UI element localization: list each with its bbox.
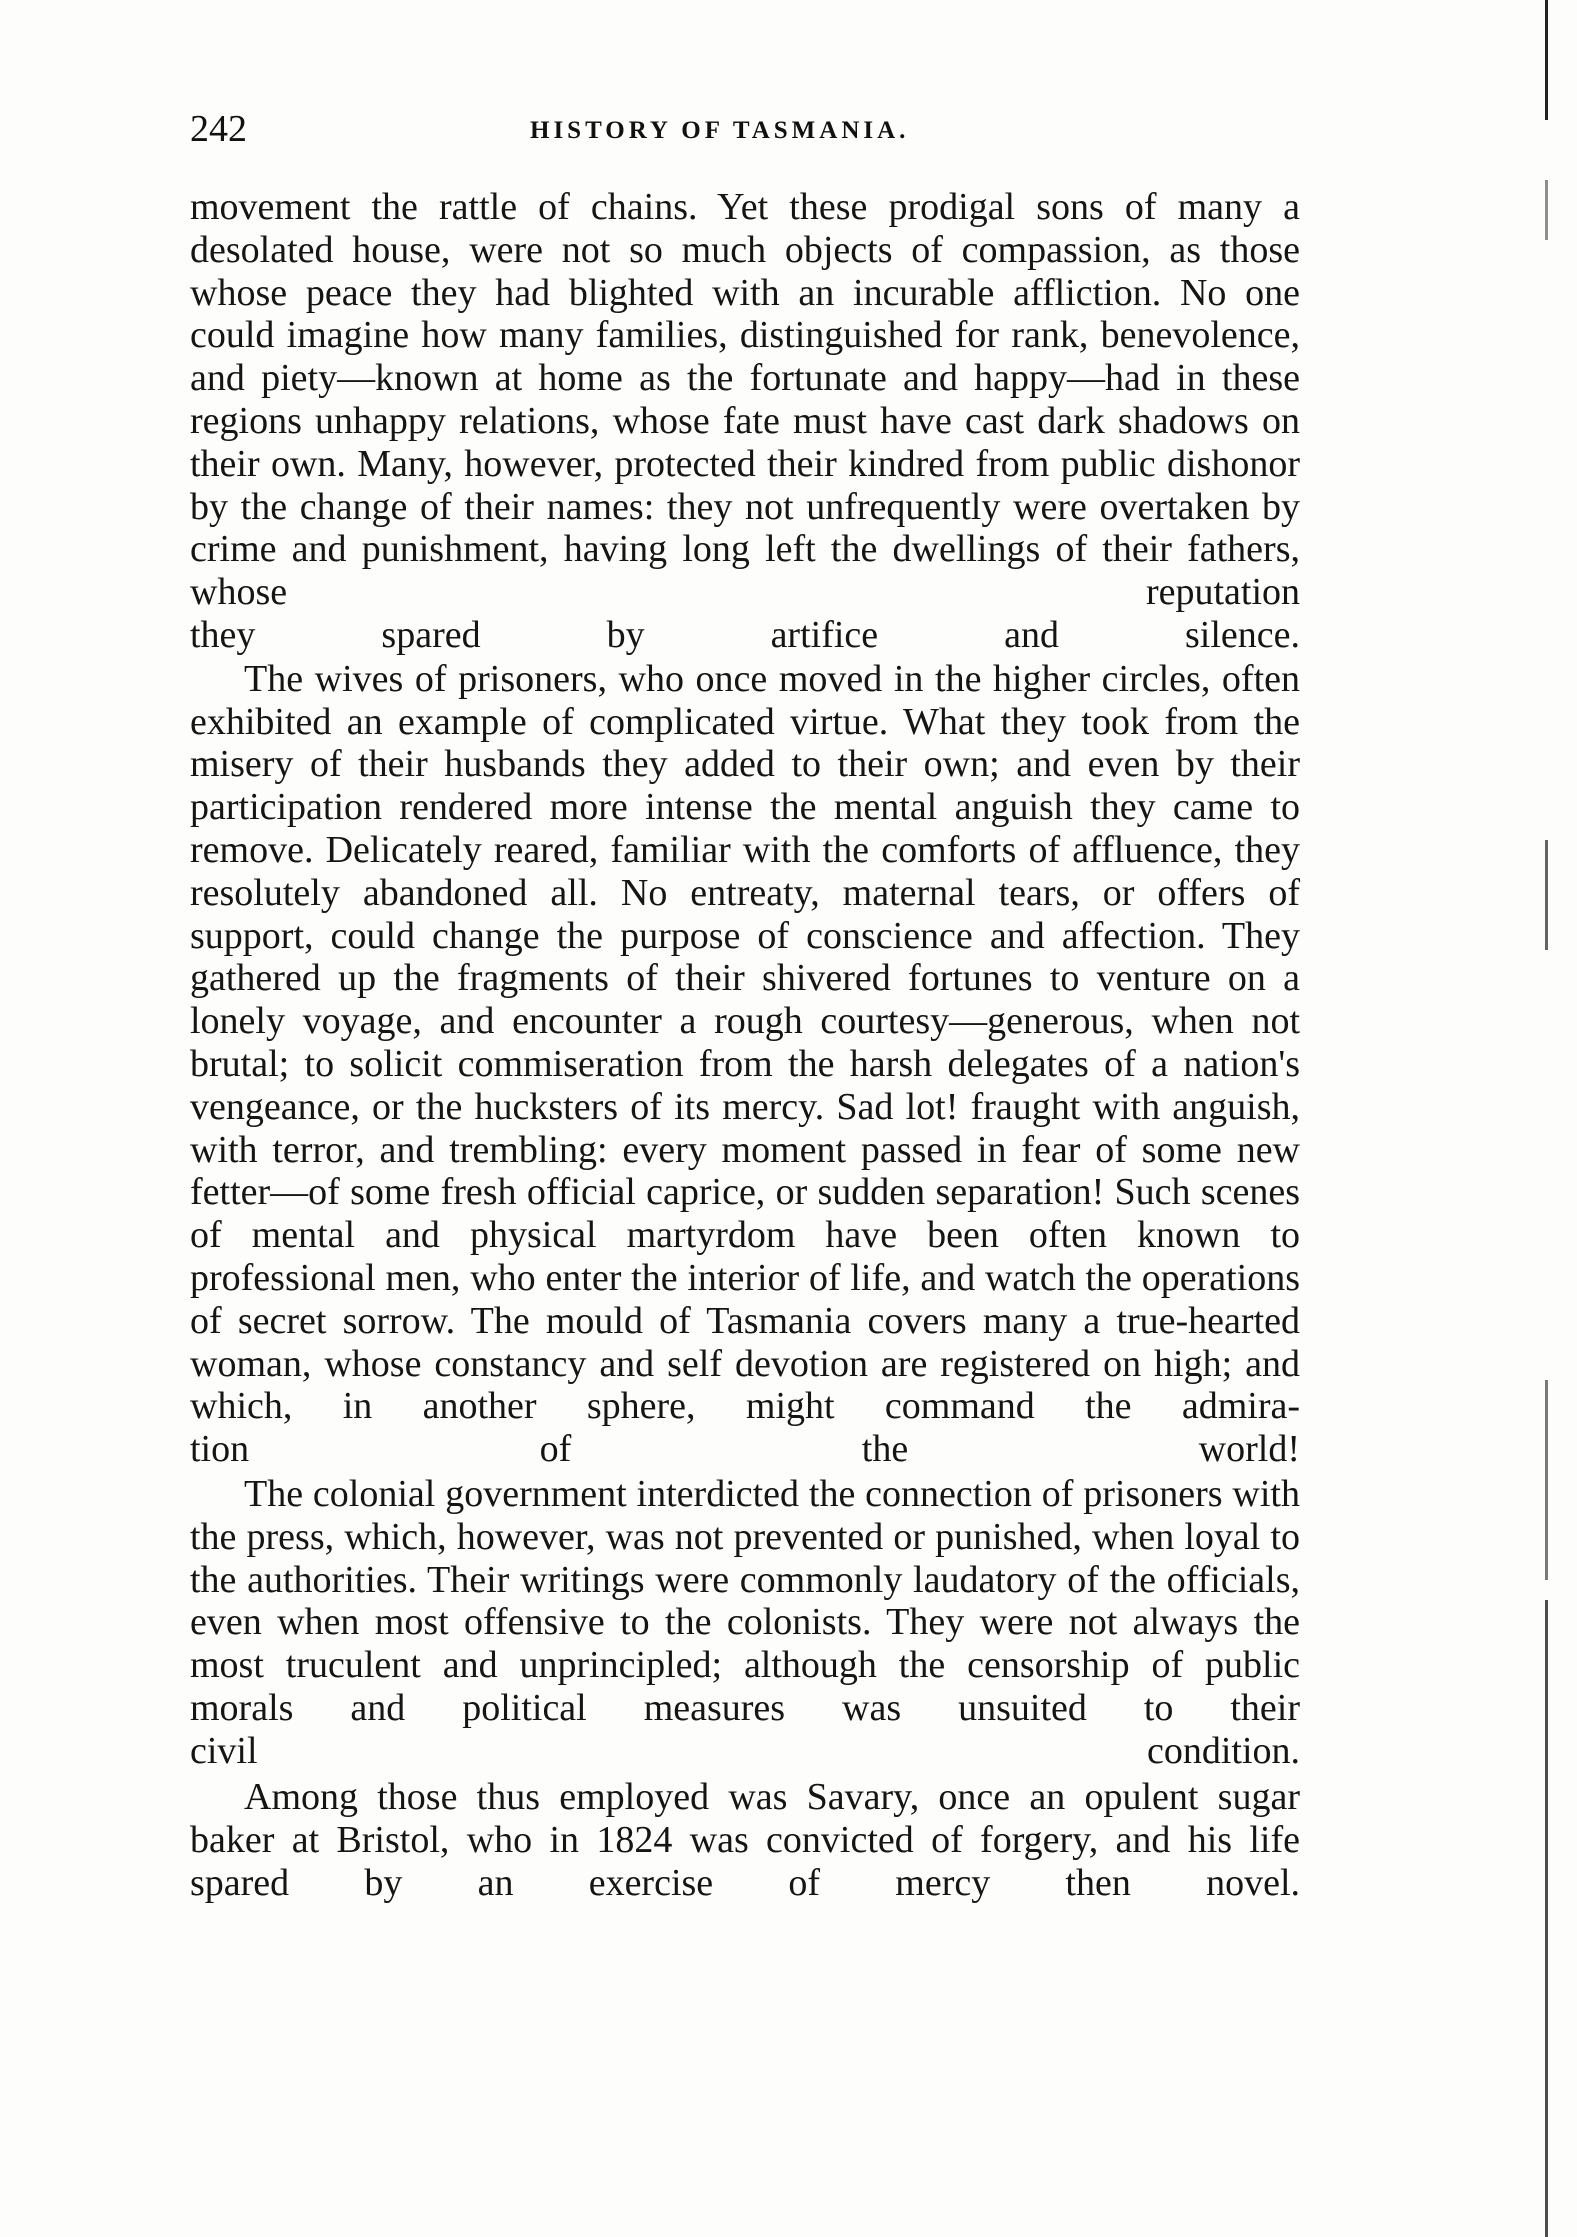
body-text bbox=[190, 186, 1300, 1905]
paragraph-1-text: movement the rattle of chains. Yet these prodigal sons of many a desolated house, were not so much objects of compassion, as those whose peace they had blighted with an incurable affliction. No one could imagine how many families, distinguished for rank, benevolence, and piety—known at home as the fortunate and happy—had in these regions unhappy relations, whose fate must have cast dark shadows on their own. Many, however, protected their kindred from public dishonor by the change of their names: they not unfrequently were overtaken by crime and punishment, having long left the dwellings of their fathers, whose reputation bbox=[190, 186, 1300, 614]
paragraph-3-last-line: civil condition. bbox=[190, 1729, 1300, 1772]
scan-edge-line bbox=[1545, 180, 1548, 240]
paragraph-4 bbox=[190, 1776, 1300, 1904]
paragraph-2-last-line: tion of the world! bbox=[190, 1428, 1300, 1471]
scan-edge-line bbox=[1545, 1380, 1548, 1580]
scan-edge-line bbox=[1545, 0, 1548, 120]
paragraph-2-text: The wives of prisoners, who once moved in the higher circles, often exhibited an example of complicated virtue. What they took from the misery of their husbands they added to their own; and even by their participation rendered more intense the mental anguish they came to remove. Delicately reared, familiar with the comforts of affluence, they resolutely abandoned all. No entreaty, maternal tears, or offers of support, could change the purpose of conscience and affection. They gathered up the fragments of their shivered fortunes to venture on a lonely voyage, and encounter a rough courtesy—generous, when not brutal; to solicit commiseration from the harsh delegates of a nation's vengeance, or the hucksters of its mercy. Sad lot! fraught with anguish, with terror, and trembling: every moment passed in fear of some new fetter—of some fresh official caprice, or sudden separation! Such scenes of mental and physical martyrdom have been often known to professional men, who enter the interior of life, and watch the operations of secret sorrow. The mould of Tasmania covers many a true-hearted woman, whose constancy and self devotion are registered on high; and which, in another sphere, might command the admira- bbox=[190, 657, 1300, 1428]
paragraph-2 bbox=[190, 658, 1300, 1471]
paragraph-3-text: The colonial government interdicted the connection of prisoners with the press, which, however, was not prevented or punished, when loyal to the authorities. Their writings were commonly laudatory of the officials, even when most offensive to the colonists. They were not always the most truculent and unprincipled; although the censorship of public morals and political measures was unsuited to their bbox=[190, 1472, 1300, 1729]
running-title: HISTORY OF TASMANIA. bbox=[530, 117, 910, 144]
paragraph-1 bbox=[190, 186, 1300, 657]
paragraph-4-text: Among those thus employed was Savary, once an opulent sugar baker at Bristol, who in 1824 was convicted of forgery, and his life spared by an exercise of mercy then novel. bbox=[190, 1776, 1300, 1905]
paragraph-3 bbox=[190, 1473, 1300, 1773]
scan-edge-line bbox=[1545, 840, 1548, 950]
running-head bbox=[190, 104, 1300, 164]
scan-edge-shadow bbox=[1507, 0, 1577, 2237]
page-number: 242 bbox=[190, 108, 247, 150]
paragraph-1-last-line: they spared by artifice and silence. bbox=[190, 613, 1300, 656]
scan-edge-line bbox=[1545, 1600, 1548, 2237]
